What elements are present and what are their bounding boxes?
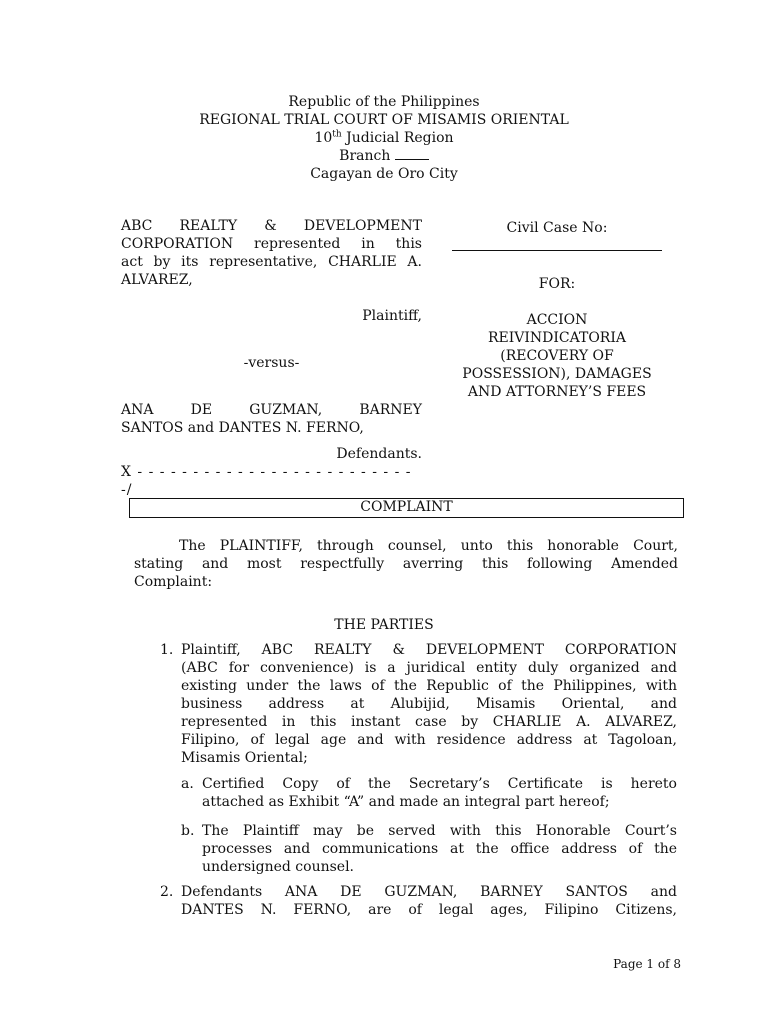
nature-line: REIVINDICATORIA — [488, 330, 626, 346]
for-label: FOR: — [538, 276, 576, 292]
defendant-label: Defendants. — [336, 446, 422, 462]
intro-line: The PLAINTIFF, through counsel, unto this honorable Court, — [179, 538, 678, 554]
paragraph-number: 2. — [160, 884, 174, 900]
paragraph-line: (ABC for convenience) is a juridical entity duly organized and — [181, 660, 677, 676]
paragraph-line: Certified Copy of the Secretary’s Certificate is hereto — [202, 776, 677, 792]
paragraph-line: Misamis Oriental; — [181, 750, 308, 766]
page-number: Page 1 of 8 — [613, 957, 681, 971]
court-header — [0, 93, 768, 183]
case-caption-parties — [121, 217, 422, 499]
civil-case-label: Civil Case No: — [506, 220, 608, 236]
case-caption-details — [446, 219, 668, 401]
nature-line: ACCION — [526, 312, 588, 328]
intro-paragraph — [134, 537, 678, 591]
intro-line: stating and most respectfully averring this following Amended — [134, 556, 678, 572]
complaint-title: COMPLAINT — [129, 498, 684, 518]
paragraph-line: Filipino, of legal age and with residence address at Tagoloan, — [181, 732, 677, 748]
numbered-paragraph-2 — [160, 883, 677, 919]
nature-line: (RECOVERY OF — [500, 348, 614, 364]
header-region: 10th Judicial Region — [314, 129, 454, 146]
header-court-name: REGIONAL TRIAL COURT OF MISAMIS ORIENTAL — [199, 112, 569, 128]
numbered-paragraph-1 — [160, 641, 677, 767]
paragraph-line: Plaintiff, ABC REALTY & DEVELOPMENT CORPORATION — [181, 642, 677, 658]
nature-line: AND ATTORNEY’S FEES — [467, 384, 647, 400]
paragraph-number: 1. — [160, 642, 174, 658]
plaintiff-label: Plaintiff, — [362, 308, 422, 324]
header-city: Cagayan de Oro City — [310, 166, 458, 182]
header-branch: Branch — [0, 147, 768, 165]
paragraph-line: processes and communications at the office address of the — [202, 841, 677, 857]
sub-paragraph-b — [181, 822, 677, 876]
paragraph-line: business address at Alubijid, Misamis Oriental, and — [181, 696, 677, 712]
defendant-line: SANTOS and DANTES N. FERNO, — [121, 420, 364, 436]
civil-case-number-blank — [446, 237, 668, 255]
versus-label: -versus- — [243, 355, 300, 371]
plaintiff-line: ABC REALTY & DEVELOPMENT — [121, 218, 422, 234]
plaintiff-line: act by its representative, CHARLIE A. — [121, 254, 422, 270]
defendant-line: ANA DE GUZMAN, BARNEY — [121, 402, 422, 418]
paragraph-line: DANTES N. FERNO, are of legal ages, Filipino Citizens, — [181, 902, 677, 918]
paragraph-letter: b. — [181, 823, 195, 839]
caption-separator: X - - - - - - - - - - - - - - - - - - - - - - - - - -/ — [121, 464, 412, 498]
paragraph-line: Defendants ANA DE GUZMAN, BARNEY SANTOS and — [181, 884, 677, 900]
sub-paragraph-a — [181, 775, 677, 811]
paragraph-line: The Plaintiff may be served with this Honorable Court’s — [202, 823, 677, 839]
paragraph-line: attached as Exhibit “A” and made an integral part hereof; — [202, 794, 610, 810]
paragraph-line: undersigned counsel. — [202, 859, 355, 875]
section-heading-parties: THE PARTIES — [334, 617, 434, 633]
paragraph-line: represented in this instant case by CHARLIE A. ALVAREZ, — [181, 714, 677, 730]
paragraph-line: existing under the laws of the Republic of the Philippines, with — [181, 678, 677, 694]
plaintiff-line: CORPORATION represented in this — [121, 236, 422, 252]
header-republic: Republic of the Philippines — [288, 94, 480, 110]
plaintiff-line: ALVAREZ, — [121, 272, 193, 288]
paragraph-letter: a. — [181, 776, 194, 792]
intro-line: Complaint: — [134, 574, 213, 590]
nature-line: POSSESSION), DAMAGES — [462, 366, 652, 382]
